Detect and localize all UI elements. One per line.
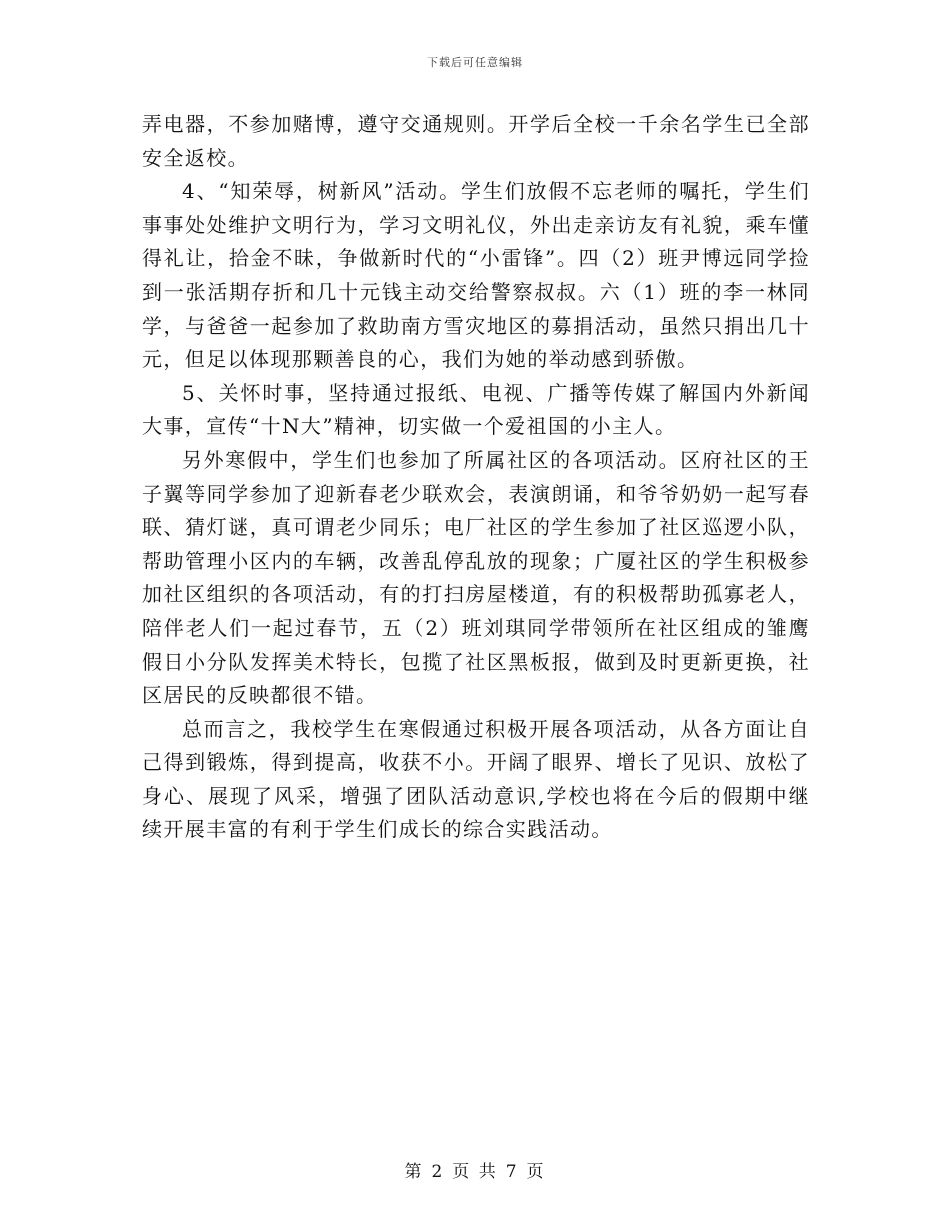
paragraph: 弄电器，不参加赌博，遵守交通规则。开学后全校一千余名学生已全部安全返校。 xyxy=(142,112,810,170)
paragraph: 总而言之，我校学生在寒假通过积极开展各项活动，从各方面让自己得到锻炼，得到提高，收获不小。开阔了眼界、增长了见识、放松了身心、展现了风采，增强了团队活动意识,学校也将在今后的假期中继续开展丰富的有利于学生们成长的综合实践活动。 xyxy=(142,716,810,842)
total-pages: 7 xyxy=(505,1162,519,1182)
paragraph: 5、关怀时事，坚持通过报纸、电视、广播等传媒了解国内外新闻大事，宣传“十N大”精神，切实做一个爱祖国的小主人。 xyxy=(142,380,810,439)
page-prefix: 第 xyxy=(404,1162,424,1182)
page-middle: 页 共 xyxy=(452,1162,498,1182)
page-number-footer xyxy=(0,1157,950,1182)
paragraph: 另外寒假中，学生们也参加了所属社区的各项活动。区府社区的王子翼等同学参加了迎新春老少联欢会，表演朗诵，和爷爷奶奶一起写春联、猜灯谜，真可谓老少同乐；电厂社区的学生参加了社区巡逻小队，帮助管理小区内的车辆，改善乱停乱放的现象；广厦社区的学生积极参加社区组织的各项活动，有的打扫房屋楼道，有的积极帮助孤寡老人，陪伴老人们一起过春节，五（2）班刘琪同学带领所在社区组成的雏鹰假日小分队发挥美术特长，包揽了社区黑板报，做到及时更新更换，社区居民的反映都很不错。 xyxy=(142,447,810,708)
current-page: 2 xyxy=(431,1162,445,1182)
page-suffix: 页 xyxy=(526,1162,546,1182)
paragraph: 4、“知荣辱，树新风”活动。学生们放假不忘老师的嘱托，学生们事事处处维护文明行为，学习文明礼仪，外出走亲访友有礼貌，乘车懂得礼让，拾金不昧，争做新时代的“小雷锋”。四（2）班尹博远同学捡到一张活期存折和几十元钱主动交给警察叔叔。六（1）班的李一林同学，与爸爸一起参加了救助南方雪灾地区的募捐活动，虽然只捐出几十元，但足以体现那颗善良的心，我们为她的举动感到骄傲。 xyxy=(142,179,810,372)
page-header-note: 下载后可任意编辑 xyxy=(427,56,523,69)
document-body xyxy=(142,108,810,847)
